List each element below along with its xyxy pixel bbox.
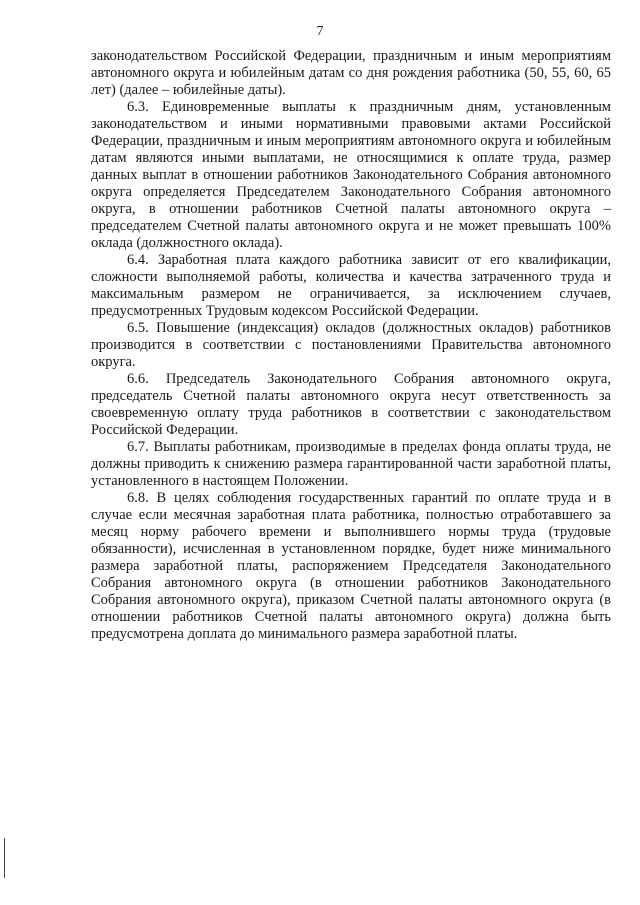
scan-margin-mark: [4, 838, 5, 878]
page-number: 7: [316, 24, 324, 39]
paragraph-6-5: 6.5. Повышение (индексация) окладов (должностных окладов) работников производится в соответствии с постановлениями Правительства автономного округа.: [91, 320, 611, 370]
paragraph-6-8: 6.8. В целях соблюдения государственных гарантий по оплате труда и в случае если месячная заработная плата работника, полностью отработавшего за месяц норму рабочего времени и выполнившего нормы труда (трудовые обязанности), исчисленная в установленном порядке, будет ниже минимального размера заработной платы, распоряжением Председателя Законодательного Собрания автономного округа (в отношении работников Законодательного Собрания автономного округа), приказом Счетной палаты автономного округа (в отношении работников Счетной палаты автономного округа) должна быть предусмотрена доплата до минимального размера заработной платы.: [91, 490, 611, 642]
paragraph-6-6: 6.6. Председатель Законодательного Собрания автономного округа, председатель Счетной палаты автономного округа несут ответственность за своевременную оплату труда работников в соответствии с законодательством Российской Федерации.: [91, 371, 611, 438]
paragraph-6-4: 6.4. Заработная плата каждого работника зависит от его квалификации, сложности выполняемой работы, количества и качества затраченного труда и максимальным размером не ограничивается, за исключением случаев, предусмотренных Трудовым кодексом Российской Федерации.: [91, 252, 611, 319]
paragraph-6-3: 6.3. Единовременные выплаты к праздничным дням, установленным законодательством и иными нормативными правовыми актами Российской Федерации, праздничным и иным мероприятиям автономного округа и юбилейным датам являются иными выплатами, не относящимися к оплате труда, размер данных выплат в отношении работников Законодательного Собрания автономного округа определяется Председателем Законодательного Собрания автономного округа, в отношении работников Счетной палаты автономного округа – председателем Счетной палаты автономного округа и не может превышать 100% оклада (должностного оклада).: [91, 99, 611, 251]
paragraph-6-7: 6.7. Выплаты работникам, производимые в пределах фонда оплаты труда, не должны приводить к снижению размера гарантированной части заработной платы, установленного в настоящем Положении.: [91, 439, 611, 489]
document-body: [91, 48, 611, 643]
paragraph-continuation: законодательством Российской Федерации, праздничным и иным мероприятиям автономного округа и юбилейным датам со дня рождения работника (50, 55, 60, 65 лет) (далее – юбилейные даты).: [91, 48, 611, 98]
